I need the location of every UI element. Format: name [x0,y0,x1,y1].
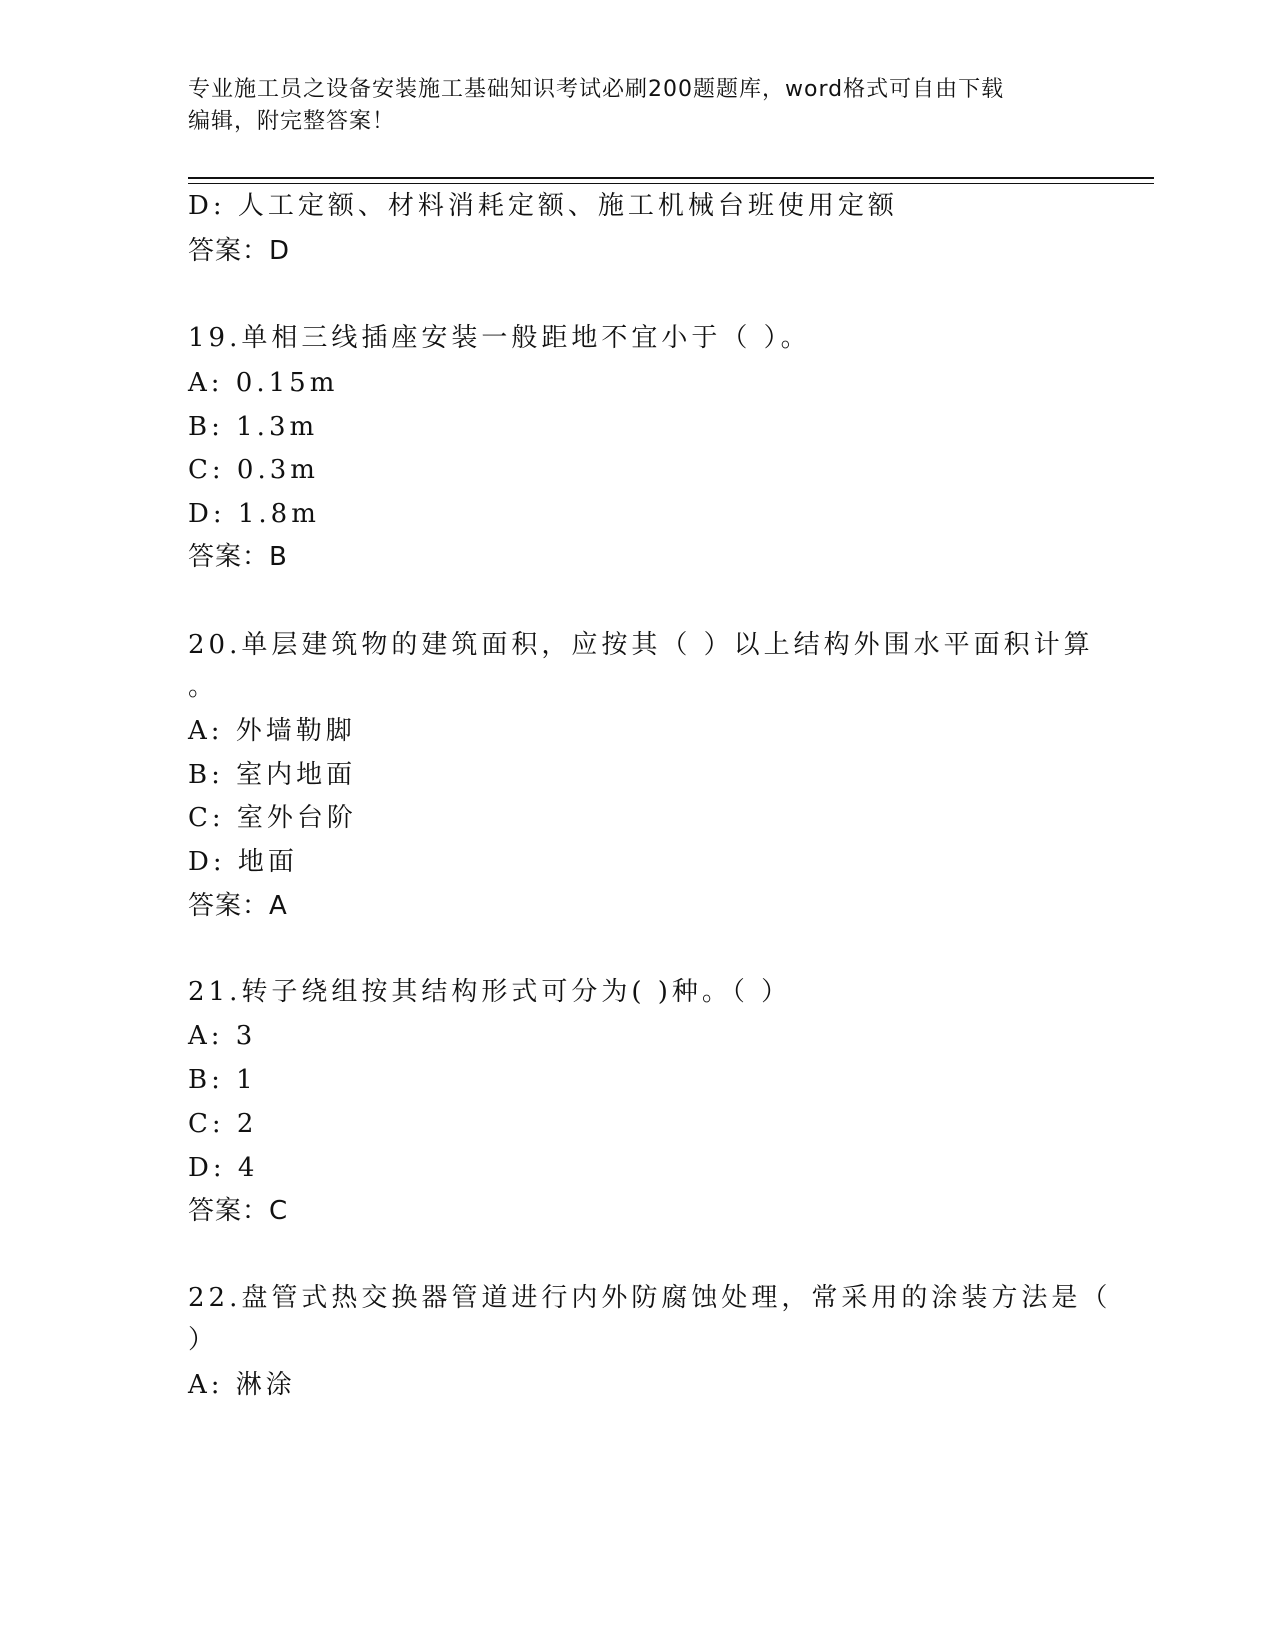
q19-option-c: C: 0.3m [188,455,319,485]
q20-question-line-1: 20.单层建筑物的建筑面积，应按其（ ）以上结构外围水平面积计算 [188,630,1094,660]
document-header [188,74,1088,138]
header-line-2: 编辑，附完整答案！ [188,109,396,134]
q19-option-d: D: 1.8m [188,499,320,529]
q21-option-b: B: 1 [188,1065,257,1095]
q21-option-d: D: 4 [188,1153,259,1183]
q22-question-line-1: 22.盘管式热交换器管道进行内外防腐蚀处理，常采用的涂装方法是（ [188,1283,1112,1313]
q21-option-c: C: 2 [188,1109,258,1139]
q19-answer: 答案：B [188,542,288,572]
q19-option-b: B: 1.3m [188,412,319,442]
header-divider [188,177,1154,179]
q19-option-a: A: 0.15m [188,368,339,398]
header-divider-thin [188,183,1154,184]
q20-option-d: D: 地面 [188,847,298,877]
q20-question-line-2: 。 [188,672,219,702]
q19-question: 19.单相三线插座安装一般距地不宜小于（ ）。 [188,323,811,353]
q18-answer: 答案：D [188,236,291,266]
q20-option-a: A: 外墙勒脚 [188,716,356,746]
q21-answer: 答案：C [188,1196,289,1226]
q22-option-a: A: 淋涂 [188,1370,296,1400]
q21-question: 21.转子绕组按其结构形式可分为( )种。（ ） [188,977,792,1007]
q20-option-b: B: 室内地面 [188,760,357,790]
q18-option-d: D: 人工定额、材料消耗定额、施工机械台班使用定额 [188,191,898,221]
q20-answer: 答案：A [188,891,288,921]
q22-question-line-2: ） [188,1325,219,1355]
q20-option-c: C: 室外台阶 [188,803,357,833]
header-line-1: 专业施工员之设备安装施工基础知识考试必刷200题题库，word格式可自由下载 [188,77,1005,102]
q21-option-a: A: 3 [188,1021,257,1051]
